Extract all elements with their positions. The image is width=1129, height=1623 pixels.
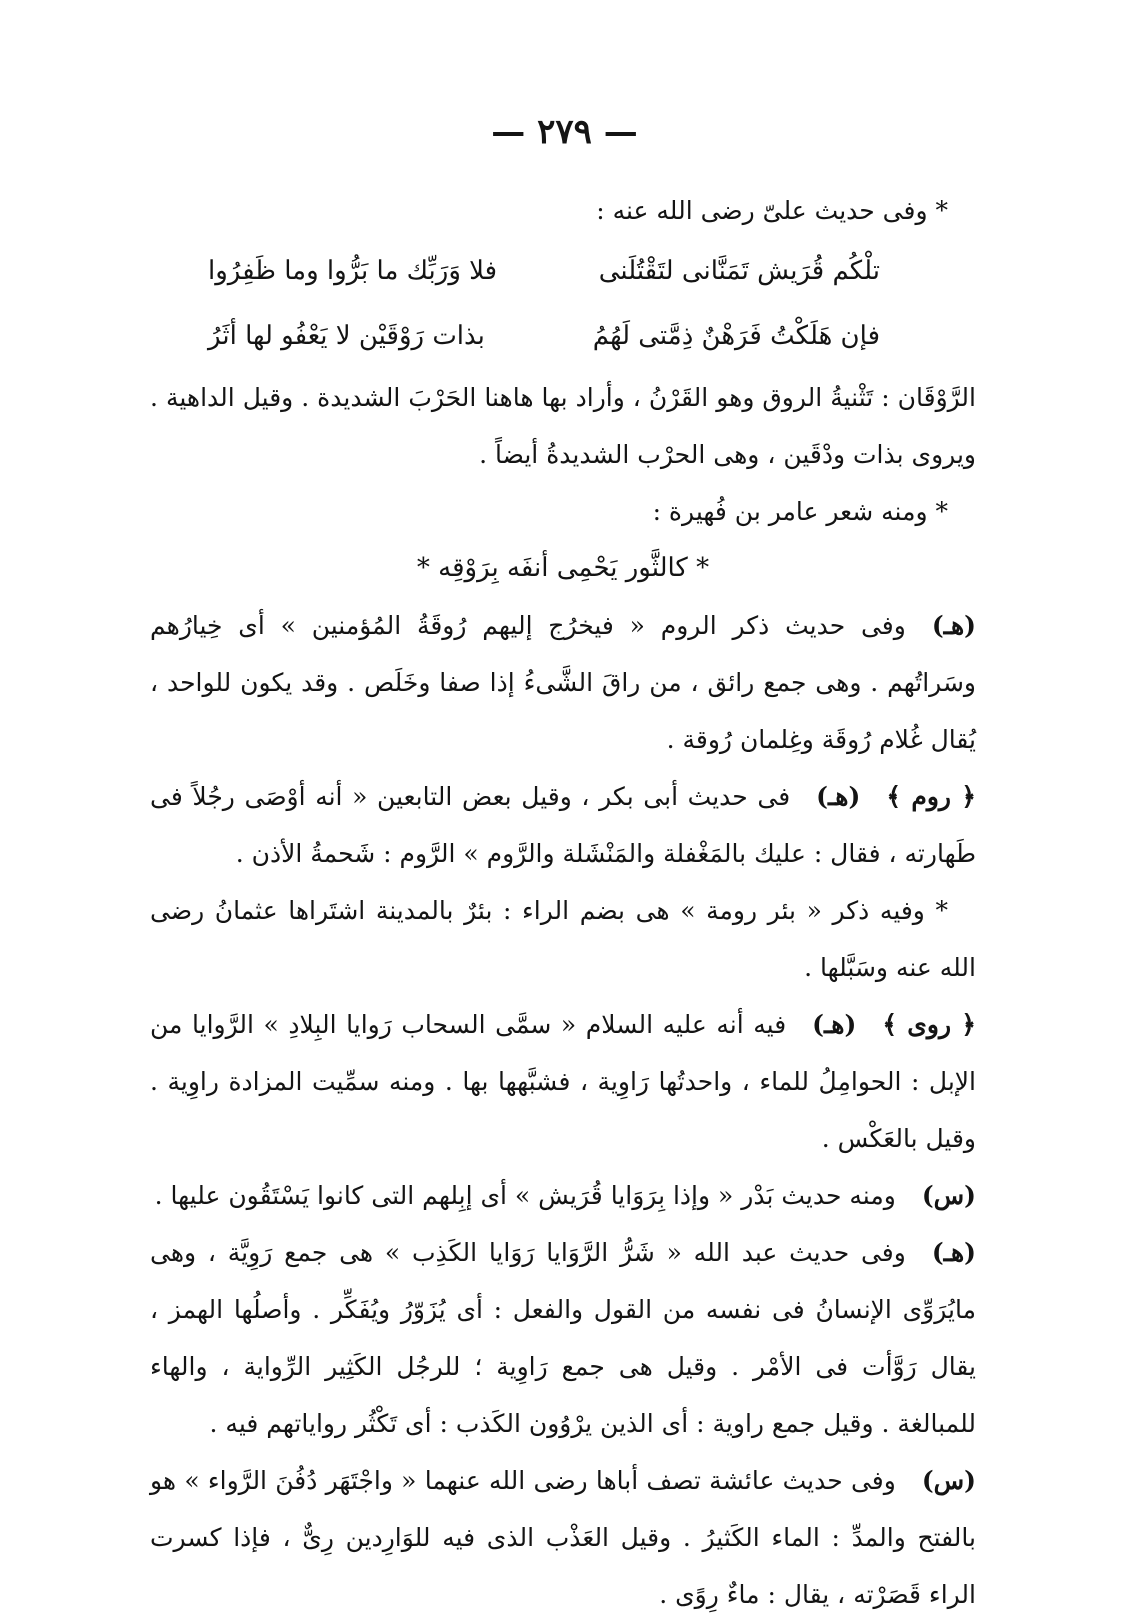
source-marker: (هـ): [812, 1010, 857, 1039]
entry-rawm: [150, 768, 976, 882]
paragraph-amir-poem: * ومنه شعر عامر بن فُهيرة :: [652, 497, 948, 526]
page-number: — ٢٧٩ —: [491, 112, 638, 152]
paragraph-aisha: [150, 1452, 976, 1623]
root-heading: ﴿ روم ﴾: [886, 782, 976, 811]
paragraph-badr: [150, 1167, 976, 1224]
poem-line-thawr: * كالثَّور يَحْمِى أنفَه بِرَوْقِه *: [416, 553, 710, 583]
verse-1-first-hemistich: تلْكُم قُرَيش تَمَنَّانى لتَقْتُلَنى: [598, 256, 880, 286]
verse-line-1: [150, 243, 976, 300]
paragraph-text: وفى حديث ذكر الروم « فيخرُج إليهم رُوقَةُ المُؤمنين » أى خِيارُهم وسَراتُهم . وهى جمع رائق ، من راقَ الشَّىءُ إذا صفا وخَلَص . وقد يكون للواحد ، يُقال غُلام رُوقَة وغِلمان رُوقة .: [150, 611, 976, 754]
paragraph-rawqan: الرَّوْقَان : تَثْنيةُ الروق وهو القَرْنُ ، وأراد بها هاهنا الحَرْبَ الشديدة . وقيل الداهية . ويروى بذات ودْقَين ، وهى الحرْب الشديدةُ أيضاً .: [150, 383, 976, 469]
verse-1-second-hemistich: فلا وَرَبِّك ما بَرُّوا وما ظَفِرُوا: [208, 256, 498, 286]
root-heading: ﴿ روى ﴾: [882, 1010, 977, 1039]
paragraph-rawqa: [150, 597, 976, 768]
verse-line-2: [150, 308, 976, 365]
source-marker: (س): [921, 1181, 976, 1210]
paragraph-hadith-ali: * وفى حديث علىّ رضى الله عنه :: [596, 196, 948, 225]
page-body: [150, 182, 976, 1623]
paragraph-text: وفى حديث عبد الله « شَرُّ الرَّوَايا رَوَايا الكَذِب » هى جمع رَوِيَّة ، وهى مايُرَوِّى الإنسانُ فى نفسه من القول والفعل : أى يُزَوّرُ ويُفَكِّر . وأصلُها الهمز ، يقال رَوَّأت فى الأمْر . وقيل هى جمع رَاوِية ؛ للرجُل الكَثِير الرِّواية ، والهاء للمبالغة . وقيل جمع راوية : أى الذين يرْوُون الكَذب : أى تَكْثُر رواياتهم فيه .: [150, 1238, 976, 1438]
source-marker: (س): [921, 1466, 976, 1495]
paragraph-text: فيه أنه عليه السلام « سمَّى السحاب رَوايا البِلادِ » الرَّوايا من الإبل : الحوامِلُ للماء ، واحدتُها رَاوِية ، فشبَّهها بها . ومنه سمِّيت المزادة راوِية . وقيل بالعَكْس .: [150, 1010, 976, 1153]
source-marker: (هـ): [931, 1238, 976, 1267]
paragraph-abdullah: [150, 1224, 976, 1452]
verse-2-first-hemistich: فإن هَلَكْتُ فَرَهْنٌ ذِمَّتى لَهُمُ: [592, 321, 880, 351]
source-marker: (هـ): [816, 782, 861, 811]
verse-2-second-hemistich: بذات رَوْقَيْن لا يَعْفُو لها أثَرُ: [208, 321, 485, 351]
paragraph-text: ومنه حديث بَدْر « وإذا بِرَوَايا قُرَيش » أى إبِلهم التى كانوا يَسْتَقُون عليها .: [154, 1181, 896, 1210]
paragraph-text: وفى حديث عائشة تصف أباها رضى الله عنهما « واجْتَهَر دُفُنَ الرَّواء » هو بالفتح والمدِّ : الماء الكَثيرُ . وقيل العَذْب الذى فيه للوَارِدين رِىٌّ ، فإذا كسرت الراء قَصَرْته ، يقال : ماءٌ رِوًى .: [150, 1466, 976, 1609]
entry-rawa: [150, 996, 976, 1167]
source-marker: (هـ): [931, 611, 976, 640]
paragraph-text: فى حديث أبى بكر ، وقيل بعض التابعين « أنه أوْصَى رجُلاً فى طَهارته ، فقال : عليك بالمَغْفلة والمَنْشَلة والرَّوم » الرَّوم : شَحمةُ الأذن .: [150, 782, 976, 868]
paragraph-bir-ruma: * وفيه ذكر « بئر رومة » هى بضم الراء : بئرٌ بالمدينة اشتَراها عثمانُ رضى الله عنه وسَبَّلها .: [150, 896, 976, 982]
